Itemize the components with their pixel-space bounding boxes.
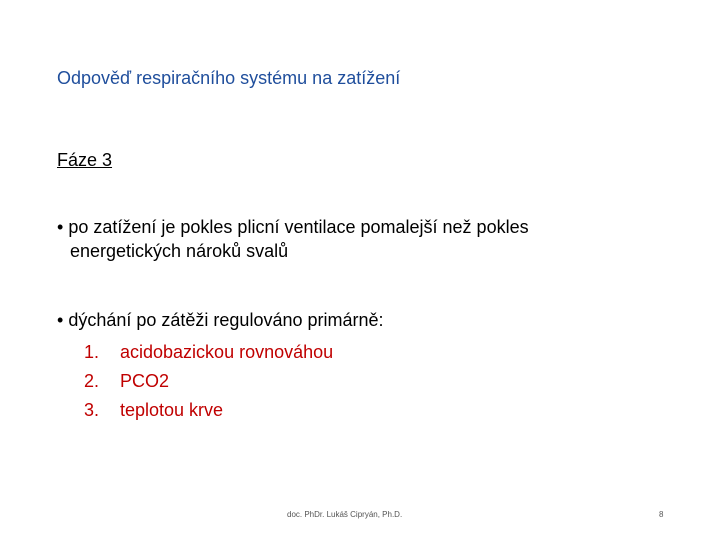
bullet-marker: • — [57, 310, 64, 330]
list-item — [84, 396, 333, 425]
bullet-line — [57, 215, 677, 239]
list-number: 2. — [84, 371, 100, 391]
bullet-text: po zatížení je pokles plicní ventilace pomalejší než pokles — [68, 217, 529, 237]
phase-heading: Fáze 3 — [57, 150, 113, 170]
bullet-line — [57, 308, 677, 332]
page-number: 8 — [659, 510, 664, 519]
bullet-text: dýchání po zátěži regulováno primárně: — [68, 310, 384, 330]
numbered-list — [84, 338, 333, 425]
bullet-continuation: energetických nároků svalů — [70, 241, 289, 261]
list-text: PCO2 — [120, 371, 170, 391]
list-text: acidobazickou rovnováhou — [120, 342, 334, 362]
bullet-item — [57, 308, 677, 332]
list-number: 1. — [84, 342, 100, 362]
list-text: teplotou krve — [120, 400, 224, 420]
list-number: 3. — [84, 400, 100, 420]
slide-title: Odpověď respiračního systému na zatížení — [57, 68, 401, 88]
list-item — [84, 367, 333, 396]
footer-author: doc. PhDr. Lukáš Cipryán, Ph.D. — [287, 510, 403, 519]
list-item — [84, 338, 333, 367]
bullet-item — [57, 215, 677, 263]
bullet-marker: • — [57, 217, 64, 237]
